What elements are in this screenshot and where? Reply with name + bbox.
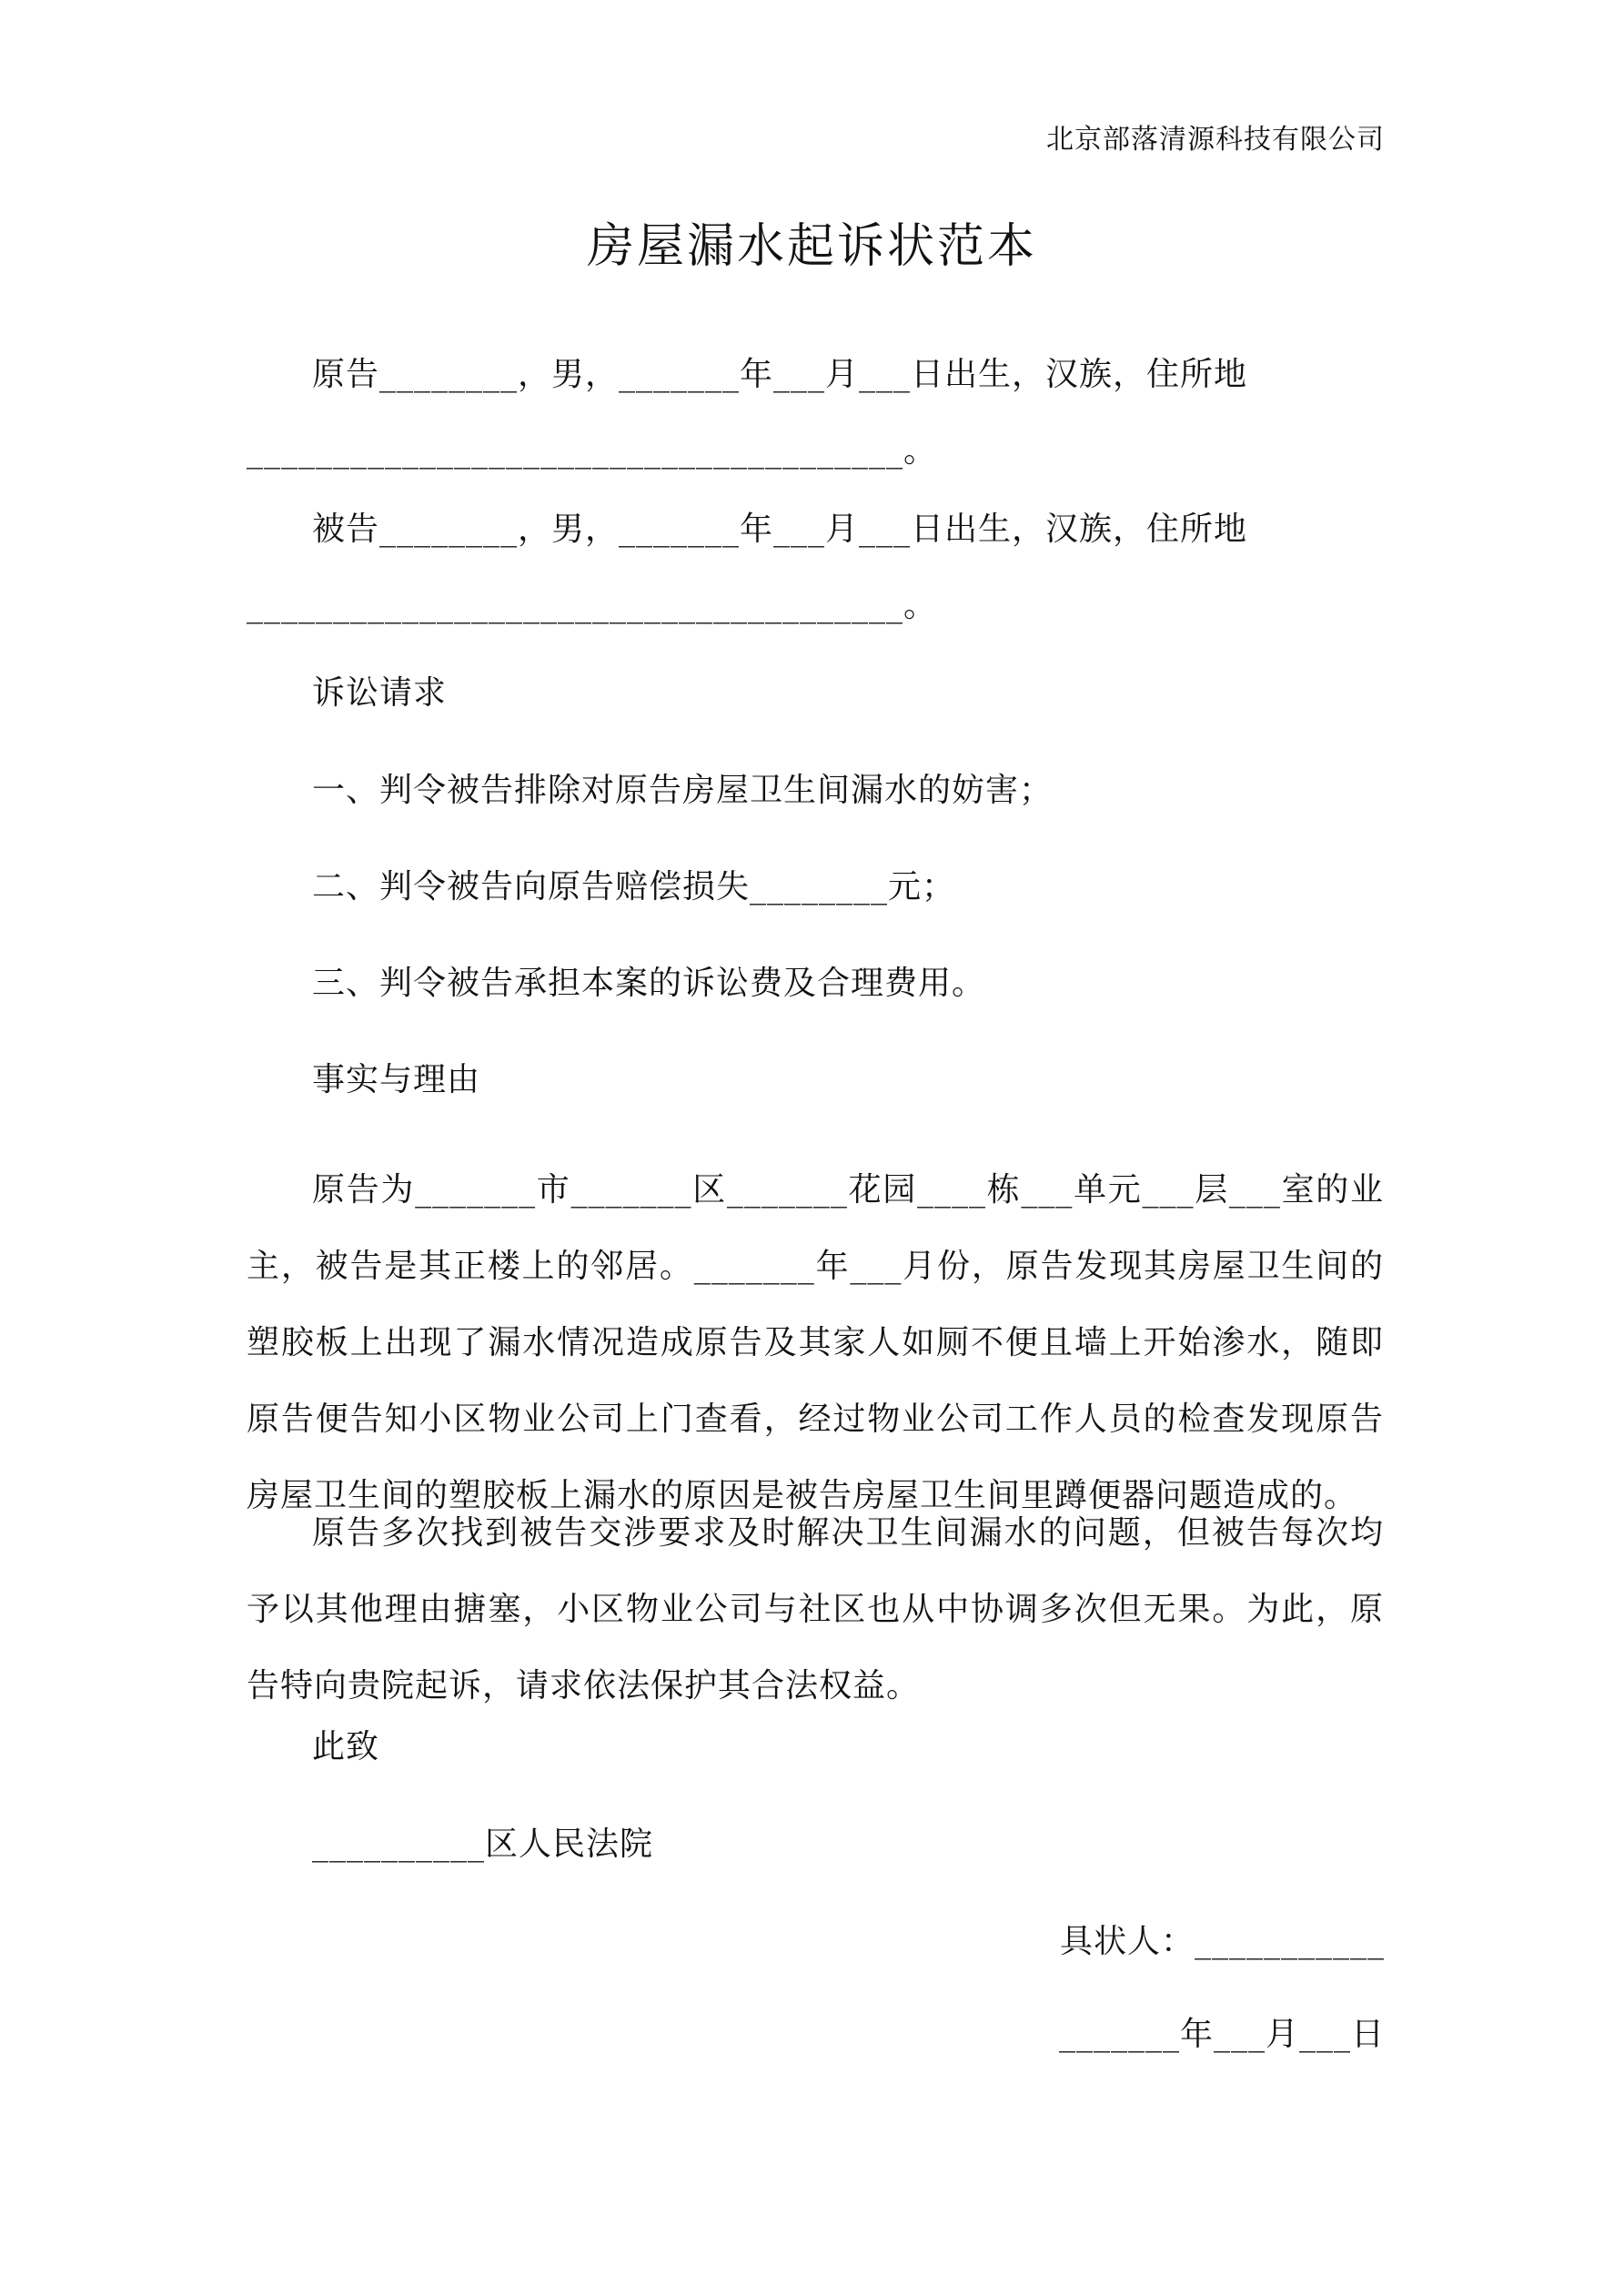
claim-item-2: 二、判令被告向原告赔偿损失________元； bbox=[312, 868, 956, 905]
defendant-line1: 被告________，男，_______年___月___日出生，汉族，住所地 bbox=[312, 511, 1248, 548]
claim-item-3: 三、判令被告承担本案的诉讼费及合理费用。 bbox=[312, 965, 986, 1002]
facts-paragraph-2: 原告多次找到被告交涉要求及时解决卫生间漏水的问题，但被告每次均予以其他理由搪塞，小区物业公司与社区也从中协调多次但无果。为此，原告特向贵院起诉，请求依法保护其合法权益。 bbox=[247, 1514, 1384, 1704]
plaintiff-section bbox=[247, 350, 1384, 476]
signer-line: 具状人：___________ bbox=[1059, 1923, 1385, 1960]
defendant-section bbox=[247, 505, 1384, 631]
plaintiff-line1: 原告________，男，_______年___月___日出生，汉族，住所地 bbox=[312, 356, 1248, 393]
court-name: __________区人民法院 bbox=[312, 1826, 654, 1863]
salutation: 此致 bbox=[312, 1728, 380, 1765]
facts-heading: 事实与理由 bbox=[312, 1061, 481, 1098]
date-line: _______年___月___日 bbox=[1058, 2016, 1385, 2053]
claims-heading: 诉讼请求 bbox=[312, 674, 448, 712]
company-header: 北京部落清源科技有限公司 bbox=[1046, 124, 1385, 156]
document-title: 房屋漏水起诉状范本 bbox=[586, 219, 1037, 274]
facts-paragraph-1: 原告为_______市_______区_______花园____栋___单元___层___室的业主，被告是其正楼上的邻居。_______年___月份，原告发现其房屋卫生间的塑胶板上出现了漏水情况造成原告及其家人如厕不便且墙上开始渗水，随即原告便告知小区物业公司上门查看，经过物业公司工作人员的检查发现原告房屋卫生间的塑胶板上漏水的原因是被告房屋卫生间里蹲便器问题造成的。 bbox=[247, 1171, 1384, 1514]
plaintiff-line2: ______________________________________。 bbox=[247, 432, 937, 470]
claim-item-1: 一、判令被告排除对原告房屋卫生间漏水的妨害； bbox=[312, 772, 1054, 809]
defendant-line2: ______________________________________。 bbox=[247, 587, 937, 624]
